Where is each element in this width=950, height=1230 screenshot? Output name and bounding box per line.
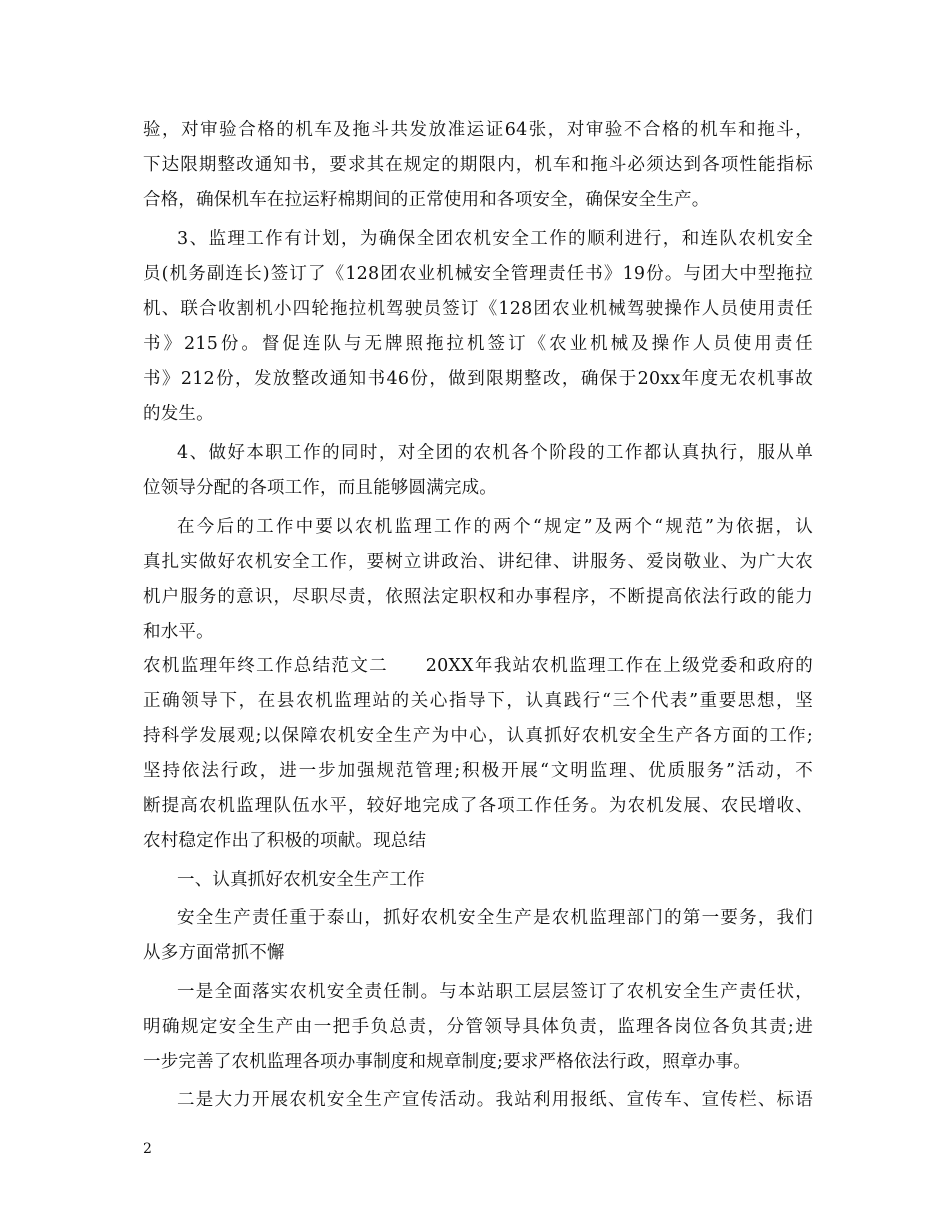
text-line: 员(机务副连长)签订了《128团农业机械安全管理责任书》19份。与团大中型拖拉: [143, 264, 813, 284]
text-line: 书》215份。督促连队与无牌照拖拉机签订《农业机械及操作人员使用责任: [143, 334, 813, 354]
text-line: 真扎实做好农机安全工作，要树立讲政治、讲纪律、讲服务、爱岗敬业、为广大农: [143, 552, 813, 572]
text-line: 4、做好本职工作的同时，对全团的农机各个阶段的工作都认真执行，服从单: [177, 443, 813, 463]
text-line: 机户服务的意识，尽职尽责，依照法定职权和办事程序，不断提高依法行政的能力: [143, 587, 813, 607]
text-line: 坚持依法行政，进一步加强规范管理;积极开展“文明监理、优质服务”活动，不: [143, 761, 813, 781]
section-heading: 一、认真抓好农机安全生产工作: [177, 870, 425, 890]
text-line: 农村稳定作出了积极的项献。现总结: [143, 831, 427, 851]
text-line: 安全生产责任重于泰山，抓好农机安全生产是农机监理部门的第一要务，我们: [177, 908, 813, 928]
text-line: 机、联合收割机小四轮拖拉机驾驶员签订《128团农业机械驾驶操作人员使用责任: [143, 299, 813, 319]
text-line: 一步完善了农机监理各项办事制度和规章制度;要求严格依法行政，照章办事。: [143, 1052, 751, 1072]
text-line: 二是大力开展农机安全生产宣传活动。我站利用报纸、宣传车、宣传栏、标语: [177, 1090, 813, 1110]
text-line: 的发生。: [143, 404, 214, 424]
text-line: 位领导分配的各项工作，而且能够圆满完成。: [143, 478, 497, 498]
text-line: 在今后的工作中要以农机监理工作的两个“规定”及两个“规范”为依据，认: [177, 517, 813, 537]
text-line: 正确领导下，在县农机监理站的关心指导下，认真践行“三个代表”重要思想，坚: [143, 691, 813, 711]
text-line: 断提高农机监理队伍水平，较好地完成了各项工作任务。为农机发展、农民增收、: [143, 796, 813, 816]
text-line: 一是全面落实农机安全责任制。与本站职工层层签订了农机安全生产责任状，: [177, 982, 813, 1002]
text-line: 下达限期整改通知书，要求其在规定的期限内，机车和拖斗必须达到各项性能指标: [143, 155, 813, 175]
text-line: 从多方面常抓不懈: [143, 943, 285, 963]
text-line: 验，对审验合格的机车及拖斗共发放准运证64张，对审验不合格的机车和拖斗，: [143, 120, 813, 140]
text-line: 3、监理工作有计划，为确保全团农机安全工作的顺利进行，和连队农机安全: [177, 229, 813, 249]
text-line: 和水平。: [143, 622, 214, 642]
page-number: 2: [143, 1141, 152, 1157]
text-line: 书》212份，发放整改通知书46份，做到限期整改，确保于20xx年度无农机事故: [143, 369, 813, 389]
text-line: 合格，确保机车在拉运籽棉期间的正常使用和各项安全，确保安全生产。: [143, 190, 710, 210]
text-line: 农机监理年终工作总结范文二 20XX年我站农机监理工作在上级党委和政府的: [143, 656, 813, 676]
text-line: 明确规定安全生产由一把手负总责，分管领导具体负责，监理各岗位各负其责;进: [143, 1017, 813, 1037]
text-line: 持科学发展观;以保障农机安全生产为中心，认真抓好农机安全生产各方面的工作;: [143, 726, 813, 746]
